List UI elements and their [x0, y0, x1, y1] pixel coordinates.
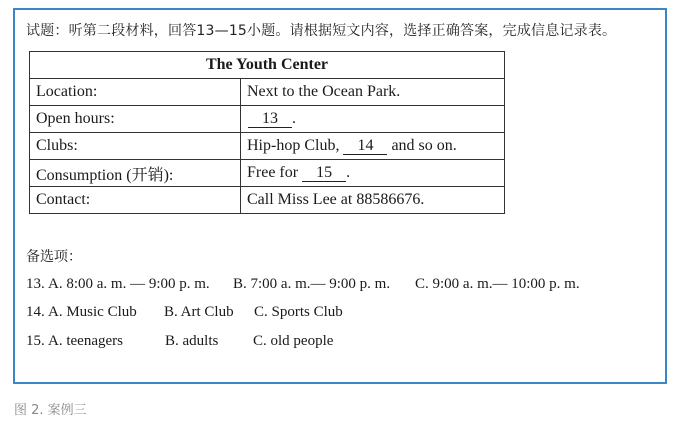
option-number: 14.: [26, 304, 45, 320]
blank-13[interactable]: 13: [248, 111, 292, 128]
row-suffix: .: [346, 164, 351, 181]
table-row-contact: [30, 187, 505, 214]
row-suffix: .: [292, 110, 296, 127]
option-c[interactable]: C. Sports Club: [254, 304, 343, 320]
row-value: [241, 133, 505, 160]
row-label: Clubs:: [30, 133, 241, 160]
row-prefix: Free for: [247, 164, 299, 181]
option-c[interactable]: C. 9:00 a. m.— 10:00 p. m.: [415, 276, 580, 292]
table-row-consumption: [30, 160, 505, 187]
instruction-text: 试题：听第二段材料，回答13—15小题。请根据短文内容，选择正确答案，完成信息记录表。: [26, 23, 617, 39]
option-line-13: [26, 276, 580, 293]
row-value: Next to the Ocean Park.: [241, 79, 505, 106]
blank-14[interactable]: 14: [343, 138, 387, 155]
row-value: Call Miss Lee at 88586676.: [241, 187, 505, 214]
table-row-open-hours: [30, 106, 505, 133]
row-label: Open hours:: [30, 106, 241, 133]
row-value: [241, 106, 505, 133]
figure-caption: 图 2. 案例三: [14, 403, 87, 418]
row-label: Consumption (开销):: [30, 160, 241, 187]
option-b[interactable]: B. adults: [165, 333, 219, 349]
option-a[interactable]: A. 8:00 a. m. — 9:00 p. m.: [48, 276, 210, 292]
option-a[interactable]: A. teenagers: [48, 333, 123, 349]
table-row-location: [30, 79, 505, 106]
info-record-table: [29, 51, 505, 214]
option-line-15: [26, 333, 333, 350]
options-title: 备选项：: [26, 249, 82, 265]
row-label: Location:: [30, 79, 241, 106]
table-title: The Youth Center: [30, 52, 505, 79]
option-b[interactable]: B. Art Club: [164, 304, 234, 320]
option-c[interactable]: C. old people: [253, 333, 334, 349]
option-line-14: [26, 304, 343, 321]
option-a[interactable]: A. Music Club: [48, 304, 137, 320]
row-label: Contact:: [30, 187, 241, 214]
option-number: 13.: [26, 276, 45, 292]
option-number: 15.: [26, 333, 45, 349]
row-suffix: and so on.: [391, 137, 457, 154]
table-header-row: [30, 52, 505, 79]
table-row-clubs: [30, 133, 505, 160]
row-prefix: Hip-hop Club,: [247, 137, 340, 154]
row-value: [241, 160, 505, 187]
option-b[interactable]: B. 7:00 a. m.— 9:00 p. m.: [233, 276, 391, 292]
blank-15[interactable]: 15: [302, 165, 346, 182]
